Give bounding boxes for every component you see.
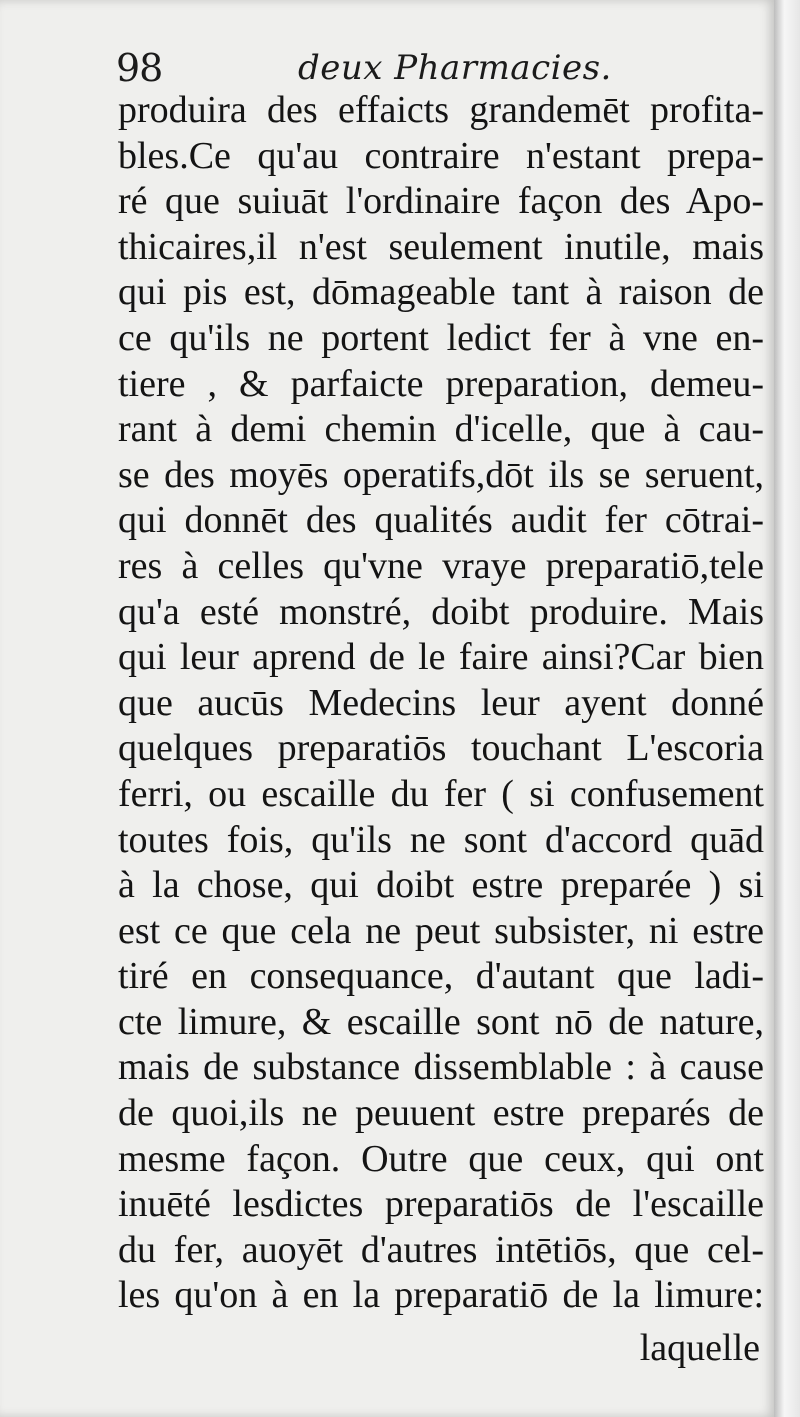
text-line: res à celles qu'vne vraye preparatiō,tele: [118, 544, 764, 587]
text-line: tiere , & parfaicte preparation, demeu-: [118, 362, 764, 405]
text-line: ferri, ou escaille du fer ( si confusement: [118, 772, 764, 815]
page-gutter-edge: [774, 0, 800, 1417]
text-line: quelques preparatiōs touchant L'escoria: [118, 727, 764, 770]
text-line: qu'a esté monstré, doibt produire. Mais: [118, 590, 764, 633]
text-line: rant à demi chemin d'icelle, que à cau-: [118, 408, 764, 451]
page-number: 98: [116, 46, 163, 90]
text-line: qui pis est, dōmageable tant à raison de: [118, 271, 764, 314]
text-line: à la chose, qui doibt estre preparée ) si: [118, 864, 764, 907]
text-line: qui leur aprend de le faire ainsi?Car bien: [118, 636, 764, 679]
text-line: tiré en consequance, d'autant que ladi-: [118, 955, 764, 998]
text-line: mesme façon. Outre que ceux, qui ont: [118, 1137, 764, 1180]
running-head: deux Pharmacies.: [298, 48, 612, 88]
text-line: se des moyēs operatifs,dōt ils se seruent,: [118, 453, 764, 496]
text-line: bles.Ce qu'au contraire n'estant prepa-: [118, 134, 764, 177]
text-line: est ce que cela ne peut subsister, ni estre: [118, 909, 764, 952]
text-line: de quoi,ils ne peuuent estre preparés de: [118, 1092, 764, 1135]
text-line: cte limure, & escaille sont nō de nature,: [118, 1000, 764, 1043]
text-line: qui donnēt des qualités audit fer cōtrai-: [118, 499, 764, 542]
text-line: ce qu'ils ne portent ledict fer à vne en-: [118, 316, 764, 359]
text-line: thicaires,il n'est seulement inutile, mais: [118, 225, 764, 268]
text-line: toutes fois, qu'ils ne sont d'accord quād: [118, 818, 764, 861]
text-line: inuēté lesdictes preparatiōs de l'escaille: [118, 1183, 764, 1226]
text-line: mais de substance dissemblable : à cause: [118, 1046, 764, 1089]
text-line: les qu'on à en la preparatiō de la limure:: [118, 1274, 764, 1317]
text-line: produira des effaicts grandemēt profita-: [118, 89, 764, 131]
body-text: [118, 88, 764, 1319]
catchword: laquelle: [639, 1327, 760, 1369]
text-line: du fer, auoyēt d'autres intētiōs, que cel-: [118, 1228, 764, 1271]
text-line: ré que suiuāt l'ordinaire façon des Apo-: [118, 180, 764, 223]
text-line: que aucūs Medecins leur ayent donné: [118, 681, 764, 724]
page-header: [0, 38, 776, 94]
